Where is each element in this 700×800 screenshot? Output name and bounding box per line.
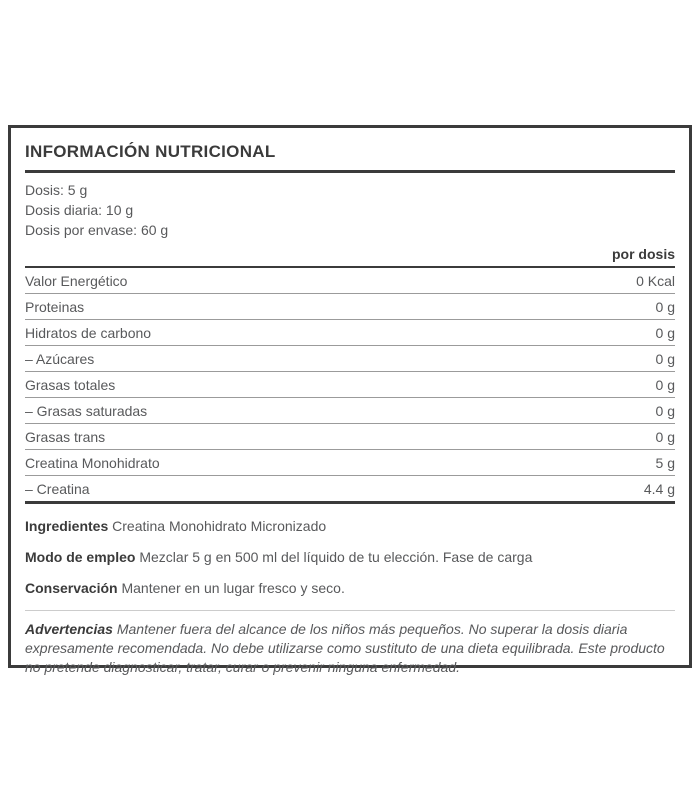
serving-doses-per-container: Dosis por envase: 60 g — [25, 222, 169, 238]
warnings-divider — [25, 610, 675, 611]
storage-label: Conservación — [25, 580, 122, 596]
table-column-header: por dosis — [25, 240, 675, 268]
usage-section — [25, 548, 675, 566]
table-row-trans-fat — [25, 424, 675, 450]
nutrient-value: 0 g — [655, 376, 675, 393]
nutrient-value: 4.4 g — [643, 480, 675, 497]
nutrient-table — [25, 268, 675, 504]
label-title: INFORMACIÓN NUTRICIONAL — [25, 142, 276, 161]
nutrient-value: 0 Kcal — [636, 272, 675, 289]
nutrient-name: Grasas totales — [25, 376, 116, 393]
usage-label: Modo de empleo — [25, 549, 140, 565]
nutrient-value: 0 g — [655, 402, 675, 419]
nutrient-value: 5 g — [655, 454, 675, 471]
storage-text: Mantener en un lugar fresco y seco. — [121, 580, 345, 596]
table-row-carbs — [25, 320, 675, 346]
ingredients-text: Creatina Monohidrato Micronizado — [112, 518, 327, 534]
storage-section — [25, 579, 675, 597]
ingredients-section — [25, 517, 675, 535]
nutrient-name: – Creatina — [25, 480, 90, 497]
serving-daily-dose: Dosis diaria: 10 g — [25, 202, 134, 218]
title-divider — [25, 170, 675, 173]
nutrient-name: Grasas trans — [25, 428, 106, 445]
serving-info — [25, 180, 675, 240]
nutrient-value: 0 g — [655, 298, 675, 315]
ingredients-label: Ingredientes — [25, 518, 113, 534]
warnings-text: Mantener fuera del alcance de los niños más pequeños. No superar la dosis diaria expresamente recomendada. No debe utilizarse como sustituto de una dieta equilibrada. Este producto no pretende diagnosticar, tratar, curar o prevenir ninguna enfermedad. — [25, 621, 665, 675]
table-row-energy — [25, 268, 675, 294]
nutrient-name: Hidratos de carbono — [25, 324, 152, 341]
serving-dose: Dosis: 5 g — [25, 182, 88, 198]
table-row-protein — [25, 294, 675, 320]
warnings-paragraph — [25, 620, 675, 677]
table-row-saturated-fat — [25, 398, 675, 424]
table-row-creatine — [25, 476, 675, 504]
warnings-label: Advertencias — [25, 621, 117, 637]
nutrient-name: – Grasas saturadas — [25, 402, 148, 419]
table-row-sugars — [25, 346, 675, 372]
nutrient-value: 0 g — [655, 324, 675, 341]
nutrient-value: 0 g — [655, 428, 675, 445]
nutrition-label-box — [8, 125, 692, 675]
nutrient-value: 0 g — [655, 350, 675, 367]
nutrient-name: Valor Energético — [25, 272, 128, 289]
table-row-creatine-monohydrate — [25, 450, 675, 476]
nutrient-name: Creatina Monohidrato — [25, 454, 160, 471]
nutrient-name: Proteinas — [25, 298, 85, 315]
nutrient-name: – Azúcares — [25, 350, 95, 367]
table-row-total-fat — [25, 372, 675, 398]
usage-text: Mezclar 5 g en 500 ml del líquido de tu elección. Fase de carga — [139, 549, 533, 565]
